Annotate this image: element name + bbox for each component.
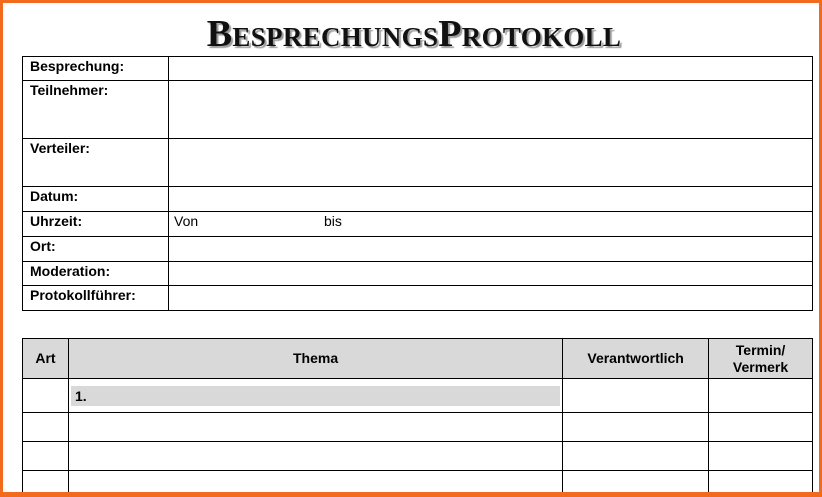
- agenda-header-row: [23, 339, 813, 379]
- row-verteiler: [23, 139, 813, 187]
- label-datum: Datum:: [23, 187, 169, 212]
- header-vermerk: Vermerk: [732, 358, 789, 375]
- field-uhrzeit[interactable]: [169, 212, 813, 237]
- cell-thema[interactable]: [68, 413, 562, 442]
- table-row: [23, 413, 813, 442]
- header-verantwortlich: Verantwortlich: [563, 339, 709, 379]
- header-thema: Thema: [68, 339, 562, 379]
- row-ort: [23, 237, 813, 262]
- row-protokollfuehrer: [23, 286, 813, 311]
- row-datum: [23, 187, 813, 212]
- label-verteiler: Verteiler:: [23, 139, 169, 187]
- field-teilnehmer[interactable]: [169, 81, 813, 139]
- cell-thema[interactable]: [68, 379, 562, 413]
- cell-art[interactable]: [23, 413, 69, 442]
- title-initial-b: B: [206, 13, 233, 55]
- field-verteiler[interactable]: [169, 139, 813, 187]
- header-art: Art: [23, 339, 69, 379]
- row-besprechung: [23, 57, 813, 81]
- label-besprechung: Besprechung:: [23, 57, 169, 81]
- label-teilnehmer: Teilnehmer:: [23, 81, 169, 139]
- meeting-info-table: [22, 56, 813, 311]
- row-teilnehmer: [23, 81, 813, 139]
- title-part-1: ESPRECHUNGS: [232, 22, 439, 52]
- title-part-2: ROTOKOLL: [461, 22, 622, 52]
- bis-label: bis: [324, 213, 342, 229]
- row-uhrzeit: [23, 212, 813, 237]
- cell-termin[interactable]: [709, 413, 813, 442]
- cell-termin[interactable]: [709, 442, 813, 471]
- cell-art[interactable]: [23, 471, 69, 497]
- label-ort: Ort:: [23, 237, 169, 262]
- field-protokollfuehrer[interactable]: [169, 286, 813, 311]
- cell-art[interactable]: [23, 442, 69, 471]
- cell-verantwortlich[interactable]: [563, 413, 709, 442]
- cell-thema[interactable]: [68, 471, 562, 497]
- cell-verantwortlich[interactable]: [563, 471, 709, 497]
- field-moderation[interactable]: [169, 262, 813, 286]
- table-row: [23, 471, 813, 497]
- document-title: [3, 12, 822, 56]
- label-uhrzeit: Uhrzeit:: [23, 212, 169, 237]
- cell-art[interactable]: [23, 379, 69, 413]
- agenda-item-number: 1.: [71, 386, 560, 406]
- cell-verantwortlich[interactable]: [563, 442, 709, 471]
- field-besprechung[interactable]: [169, 57, 813, 81]
- cell-verantwortlich[interactable]: [563, 379, 709, 413]
- table-row: [23, 379, 813, 413]
- row-moderation: [23, 262, 813, 286]
- label-moderation: Moderation:: [23, 262, 169, 286]
- header-termin: Termin/: [735, 341, 786, 358]
- field-ort[interactable]: [169, 237, 813, 262]
- table-row: [23, 442, 813, 471]
- agenda-table: [22, 338, 813, 497]
- field-datum[interactable]: [169, 187, 813, 212]
- cell-termin[interactable]: [709, 471, 813, 497]
- cell-termin[interactable]: [709, 379, 813, 413]
- title-initial-p: P: [438, 13, 462, 55]
- cell-thema[interactable]: [68, 442, 562, 471]
- von-label: Von: [174, 213, 199, 229]
- header-termin-vermerk: [709, 339, 813, 379]
- label-protokollfuehrer: Protokollführer:: [23, 286, 169, 311]
